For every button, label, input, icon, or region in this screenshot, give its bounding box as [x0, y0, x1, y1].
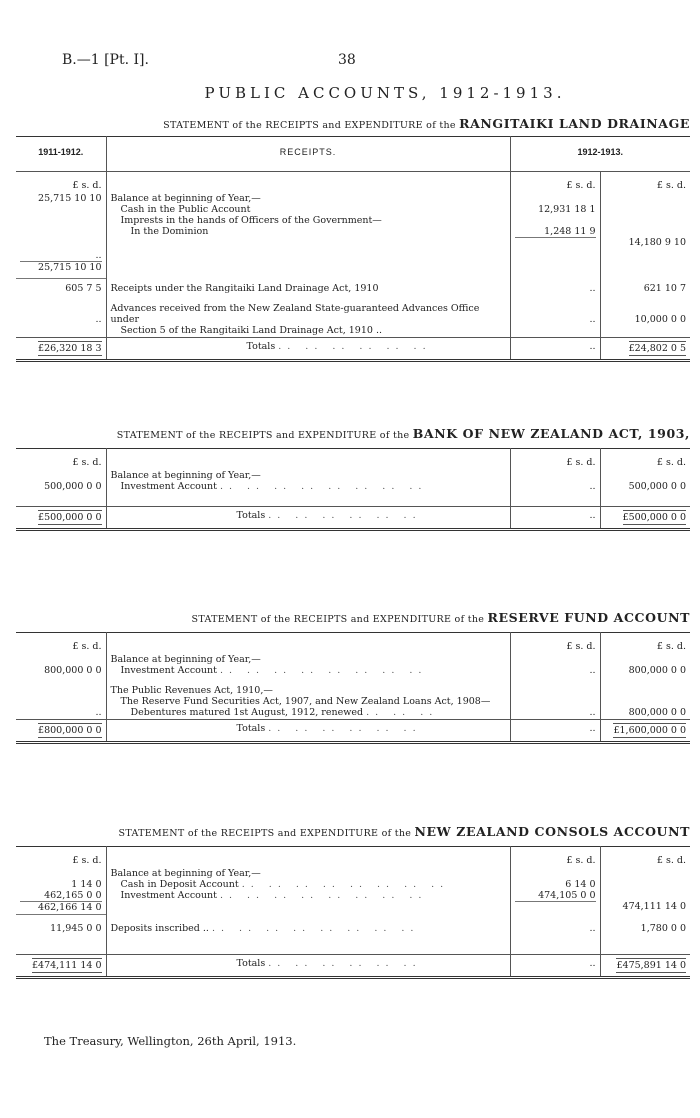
prev-grand-total: £800,000 0 0 [38, 725, 102, 736]
total-value: 800,000 0 0 [628, 665, 686, 676]
current-grand-total: £500,000 0 0 [622, 512, 686, 523]
prev-balance: 500,000 0 0 [44, 481, 102, 492]
detail-value: .. [510, 915, 600, 955]
unit-total: £ s. d. [656, 457, 686, 468]
prev-value: 11,945 0 0 [16, 915, 106, 955]
prev-value: .. [95, 250, 102, 261]
header-current-year: 1912-1913. [510, 137, 690, 172]
unit-total: £ s. d. [656, 641, 686, 652]
total-value: 1,780 0 0 [640, 922, 686, 934]
prev-value: .. [95, 707, 102, 718]
detail-value: .. [589, 314, 596, 325]
current-grand-total: £475,891 14 0 [616, 960, 686, 971]
current-grand-total: £24,802 0 5 [628, 343, 687, 354]
row-label: Balance at beginning of Year,— [110, 470, 261, 481]
statement-title-reserve-fund: STATEMENT of the RECEIPTS and EXPENDITURE of the RESERVE FUND ACCOUNT [191, 610, 690, 625]
total-value: 800,000 0 0 [628, 707, 686, 718]
row-label: Investment Account [120, 481, 217, 492]
table-reserve-fund: £ s. d. £ s. d. £ s. d. 800,000 0 0 Balance at beginning of Year,— Investment Account .. .. .. .. .. .. .. .. .. 800,000 0 0 .. The Public Revenues Act, 1910,— The Reserve Fund Securities Act, 1907, and New Zealand Loans Act, 1908— Debentures matured 1st August, 1912, renewed .. .. .. .. 800,000 0 0 £800,000 0 0 Totals .. .. .. .. .. .. .. £1,600,000 0 0 [16, 632, 690, 744]
row-label: Balance at beginning of Year,— [110, 654, 261, 665]
row-label: Advances received from the New Zealand State-guaranteed Advances Office under [110, 303, 480, 325]
prev-value: 605 7 5 [16, 279, 106, 296]
statement-title-nz-consols: STATEMENT of the RECEIPTS and EXPENDITURE of the NEW ZEALAND CONSOLS ACCOUNT [118, 824, 690, 839]
detail-value: .. [510, 955, 600, 978]
total-value: 474,111 14 0 [622, 901, 686, 912]
header-prev-year: 1911-1912. [16, 137, 106, 172]
prev-subtotal: 25,715 10 10 [20, 261, 102, 277]
row-label: Investment Account [120, 665, 217, 676]
prev-grand-total: £26,320 18 3 [38, 343, 102, 354]
unit-prev: £ s. d. [16, 172, 106, 193]
row-label: In the Dominion [130, 226, 209, 237]
footer-signoff: The Treasury, Wellington, 26th April, 1913. [44, 1034, 297, 1048]
unit-prev: £ s. d. [16, 449, 106, 470]
unit-prev: £ s. d. [16, 633, 106, 654]
unit-total: £ s. d. [656, 855, 686, 866]
row-label: Debentures matured 1st August, 1912, renewed [130, 707, 364, 718]
detail-value: 1,248 11 9 [515, 226, 596, 238]
table-nz-consols: £ s. d. £ s. d. £ s. d. 1 14 0 462,165 0 0 462,166 14 0 Balance at beginning of Year,— Cash in Deposit Account .. .. .. .. .. .. .. .. Investment Account .. .. .. .. .. .. .. .. 6 14 0 474,105 0 0 474,111 14 0 11,945 0 0 Deposits inscribed .. .. .. .. .. .. .. .. .. .. 1,780 0 0 £474,111 14 0 Totals .. .. .. .. .. .. .. £475,891 14 0 [16, 846, 690, 979]
prev-balance: 800,000 0 0 [44, 665, 102, 676]
statement-title-bank-of-nz: STATEMENT of the RECEIPTS and EXPENDITURE of the BANK OF NEW ZEALAND ACT, 1903, [116, 426, 690, 441]
statement-title-rangitaiki: STATEMENT of the RECEIPTS and EXPENDITURE of the RANGITAIKI LAND DRAINAGE [163, 116, 690, 131]
unit-total: £ s. d. [656, 180, 687, 191]
prev-value: 1 14 0 [71, 879, 102, 890]
row-label: The Public Revenues Act, 1910,— [110, 685, 273, 696]
totals-label: Totals [236, 723, 266, 734]
prev-value: .. [95, 314, 102, 325]
detail-value: .. [510, 507, 600, 530]
prev-value: 462,165 0 0 [44, 890, 102, 901]
detail-value: .. [510, 279, 600, 296]
detail-value: .. [589, 481, 596, 492]
unit-prev: £ s. d. [16, 847, 106, 868]
detail-value: 6 14 0 [565, 879, 596, 890]
row-label: Balance at beginning of Year,— [110, 868, 261, 879]
row-label: The Reserve Fund Securities Act, 1907, and New Zealand Loans Act, 1908— [120, 696, 491, 707]
unit-detail: £ s. d. [510, 847, 600, 868]
unit-detail: £ s. d. [510, 449, 600, 470]
row-label: Imprests in the hands of Officers of the Government— [120, 215, 382, 226]
detail-value: .. [510, 338, 600, 361]
page-number: 38 [338, 52, 356, 68]
current-grand-total: £1,600,000 0 0 [613, 725, 686, 736]
prev-subtotal: 462,166 14 0 [20, 901, 102, 913]
row-label: Deposits inscribed .. [110, 922, 209, 934]
totals-label: Totals [246, 341, 276, 352]
row-label: Cash in Deposit Account [120, 879, 239, 890]
table-bank-of-nz: £ s. d. £ s. d. £ s. d. 500,000 0 0 Balance at beginning of Year,— Investment Account .. .. .. .. .. .. .. .. .. 500,000 0 0 £500,000 0 0 Totals .. .. .. .. .. .. .. £500,000 0 0 [16, 448, 690, 531]
total-value: 14,180 9 10 [628, 237, 687, 248]
total-value: 10,000 0 0 [634, 314, 687, 325]
row-label: Balance at beginning of Year,— [110, 193, 261, 204]
total-value: 500,000 0 0 [628, 481, 686, 492]
document-reference: B.—1 [Pt. I]. [62, 52, 149, 68]
detail-value: .. [510, 720, 600, 743]
row-label: Receipts under the Rangitaiki Land Drainage Act, 1910 [106, 279, 510, 296]
unit-detail: £ s. d. [510, 633, 600, 654]
totals-label: Totals [236, 510, 266, 521]
detail-value: 12,931 18 1 [538, 204, 596, 215]
prev-balance: 25,715 10 10 [16, 192, 106, 249]
detail-value: 474,105 0 0 [515, 890, 596, 902]
detail-value: .. [589, 707, 596, 718]
page-title: PUBLIC ACCOUNTS, 1912-1913. [204, 84, 566, 102]
table-rangitaiki: 1911-1912. RECEIPTS. 1912-1913. £ s. d. £ s. d. £ s. d. 25,715 10 10 Balance at beginning of Year,— Cash in the Public Account Imprests in the hands of Officers of the Government— In the Dominion 12,931 18 1 1,248 11 9 14,180 9 10 .. 25,715 10 10 605 7 5 Receipts under the Rangitaiki Land Drainage Act, 1910 .. 621 10 7 .. Advances received from the New Zealand State-guaranteed Advances Office under Section 5 of the Rangitaiki Land Drainage Act, 1910 .. .. 10,000 0 0 £26,320 18 3 Totals .. .. .. .. .. .. .. £24,802 0 5 [16, 136, 690, 362]
totals-label: Totals [236, 958, 266, 969]
total-value: 621 10 7 [643, 282, 687, 294]
unit-detail: £ s. d. [510, 172, 600, 193]
row-label: Investment Account [120, 890, 217, 901]
detail-value: .. [589, 665, 596, 676]
prev-grand-total: £500,000 0 0 [38, 512, 102, 523]
header-receipts: RECEIPTS. [106, 137, 510, 172]
prev-grand-total: £474,111 14 0 [31, 960, 102, 971]
row-label: Section 5 of the Rangitaiki Land Drainage Act, 1910 .. [120, 325, 383, 336]
row-label: Cash in the Public Account [120, 204, 251, 215]
